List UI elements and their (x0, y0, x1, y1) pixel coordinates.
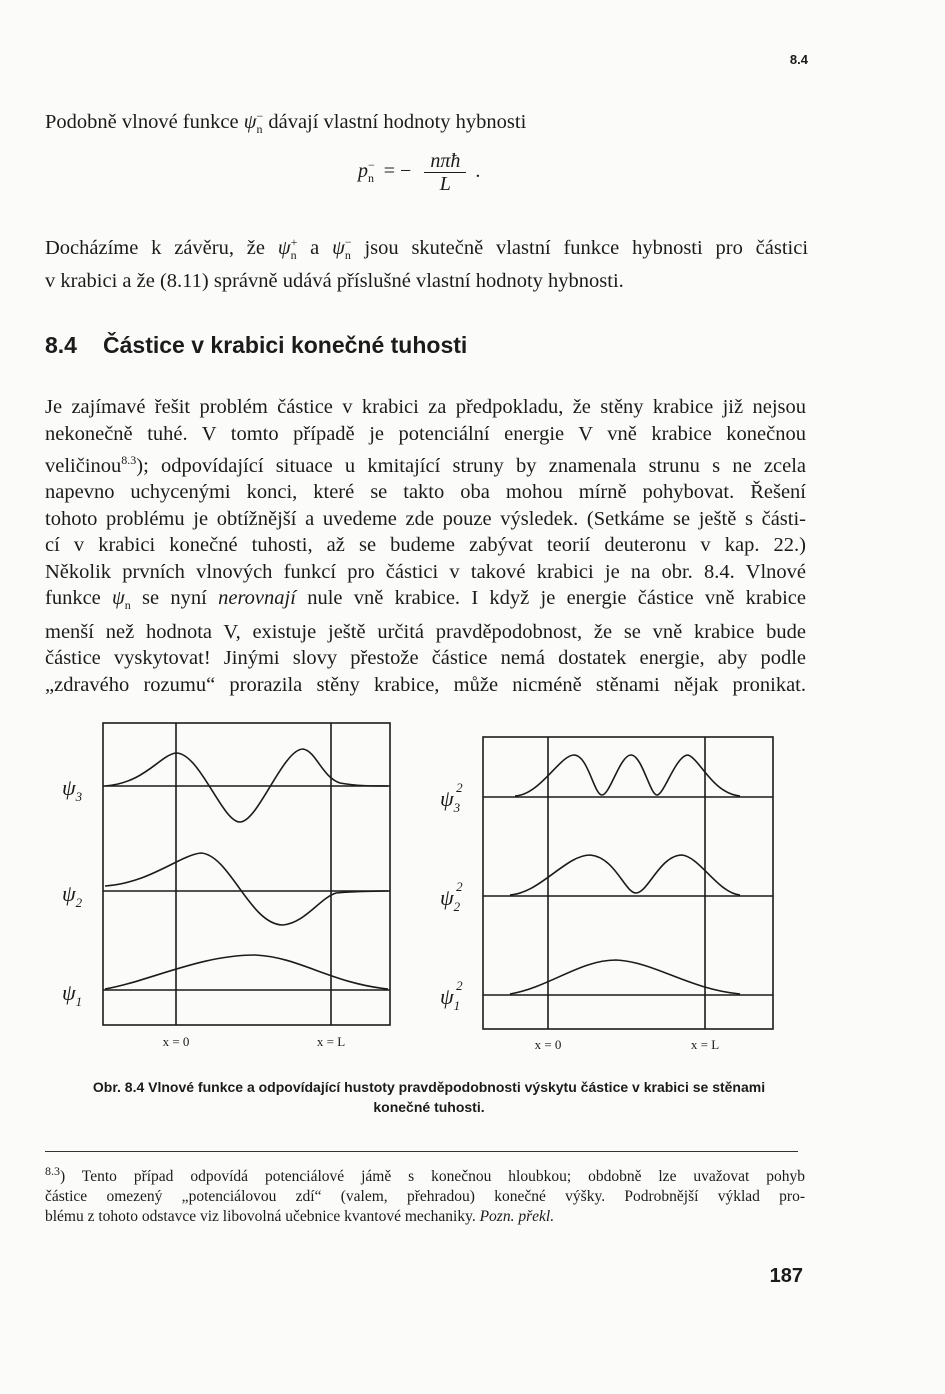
text: funkce (45, 587, 101, 610)
subscript: n (344, 247, 351, 262)
footnote-mark: 8.3 (45, 1164, 60, 1178)
body-line: Několik prvních vlnových funkcí pro částici v takové krabici je na obr. 8.4. Vlnové (45, 560, 806, 583)
formula-fraction (424, 150, 466, 195)
conclusion-paragraph (45, 229, 808, 295)
body-paragraph (45, 394, 806, 698)
text: blému z tohoto odstavce viz libovolná učebnice kvantové mechaniky. (45, 1208, 476, 1226)
superscript: − (256, 109, 264, 123)
body-line (45, 585, 806, 619)
body-line: nekonečně tuhé. V tomto případě je potenciální energie V vně krabice konečnou (45, 422, 806, 445)
superscript: + (290, 235, 298, 249)
translator-note: Pozn. překl. (479, 1208, 555, 1226)
body-line: cí v krabici konečné tuhosti, až se budeme zabývat teorií deuteronu v kap. 22.) (45, 534, 806, 557)
text: se nyní (142, 587, 207, 610)
footnote-reference: 8.3 (121, 453, 137, 467)
psi-symbol: ψ (112, 587, 125, 610)
body-line: napevno uchycenými konci, které se takto oba mohou mírně pohybovat. Řešení (45, 481, 806, 504)
formula-lhs: p (358, 160, 368, 183)
figure-8-4 (0, 715, 945, 1065)
caption-line-1: Obr. 8.4 Vlnové funkce a odpovídající hustoty pravděpodobnosti výskytu částice v krabici se stěnami (92, 1079, 766, 1095)
conclusion-line-2: v krabici a že (8.11) správně udává příslušné vlastní hodnoty hybnosti. (45, 270, 624, 293)
right-panel-frame (483, 737, 773, 1029)
body-line (45, 447, 806, 479)
body-line: menší než hodnota V, existuje ještě určitá pravděpodobnost, že se vně krabice bude (45, 620, 806, 643)
psi-symbol: ψ (332, 236, 345, 259)
intro-paragraph (45, 103, 526, 142)
intro-text: Podobně vlnové funkce (45, 110, 239, 133)
formula-period: . (475, 160, 481, 183)
running-section-number: 8.4 (789, 52, 808, 67)
subscript: n (290, 247, 297, 262)
label-psi1-squared: $\psi_12$ (440, 978, 463, 1013)
superscript: − (344, 235, 352, 249)
text: veličinou (45, 454, 122, 477)
text: Docházíme k závěru, že (45, 236, 265, 259)
body-line: Je zajímavé řešit problém částice v krabici za předpokladu, že stěny krabice již nejsou (45, 396, 806, 418)
conclusion-line-1 (45, 229, 808, 268)
text: ); odpovídající situace u kmitající struny by znamenala strunu s ne zcela (136, 454, 806, 477)
label-psi3-squared: $\psi_32$ (440, 780, 463, 815)
body-line: částice vyskytovat! Jinými slovy přestože částice nemá dostatek energie, aby podle (45, 647, 806, 670)
formula-equals: = − (383, 160, 412, 183)
footnote-divider (45, 1151, 798, 1152)
momentum-formula (358, 150, 480, 195)
emphasis: nerovnají (218, 587, 296, 610)
footnote-line-3 (45, 1207, 805, 1227)
text: nule vně krabice. I když je energie částice vně krabice (307, 587, 806, 610)
formula-lhs-sub: n (368, 171, 374, 186)
subscript: n (256, 121, 263, 136)
formula-denominator: L (439, 173, 451, 195)
left-xL-label: x = L (316, 1034, 346, 1049)
footnote-line-2: částice omezený „potenciálovou zdí“ (valem, přehradou) konečné výšky. Podrobnější výklad pro- (45, 1188, 805, 1206)
section-heading (45, 332, 467, 359)
left-x0-label: x = 0 (162, 1034, 190, 1049)
section-title: Částice v krabici konečné tuhosti (103, 332, 468, 358)
psi-symbol: ψ (277, 236, 291, 259)
label-psi3: $\psi_3$ (62, 775, 83, 804)
text: a (310, 236, 320, 259)
label-psi2: $\psi_2$ (62, 881, 83, 910)
page-number: 187 (769, 1265, 803, 1287)
right-x0-label: x = 0 (534, 1037, 562, 1052)
psi2-curve (105, 853, 388, 925)
footnote (45, 1161, 805, 1227)
psi-symbol: ψ (243, 110, 257, 133)
right-xL-label: x = L (690, 1037, 720, 1052)
formula-numerator: nπħ (430, 150, 461, 172)
section-number: 8.4 (45, 332, 77, 358)
label-psi2-squared: $\psi_22$ (440, 879, 463, 914)
figure-caption (45, 1077, 813, 1117)
psi1-curve (105, 955, 388, 989)
body-line: tohoto problému je obtížnější a uvedeme zde pouze výsledek. (Setkáme se ještě s části- (45, 507, 806, 530)
text: jsou skutečně vlastní funkce hybnosti pro částici (364, 236, 809, 259)
text: ) Tento případ odpovídá potenciálové jámě s konečnou hloubkou; obdobně lze uvažovat pohyb (60, 1168, 805, 1186)
left-panel-frame (103, 723, 390, 1025)
formula-lhs-sup: − (368, 158, 375, 173)
label-psi1: $\psi_1$ (62, 980, 83, 1009)
body-line: „zdravého rozumu“ prorazila stěny krabice, může nicméně stěnami nějak pronikat. (45, 673, 806, 696)
subscript: n (124, 598, 131, 613)
intro-text-rest: dávají vlastní hodnoty hybnosti (268, 110, 527, 133)
footnote-line-1 (45, 1161, 805, 1187)
caption-line-2: konečné tuhosti. (373, 1099, 485, 1115)
